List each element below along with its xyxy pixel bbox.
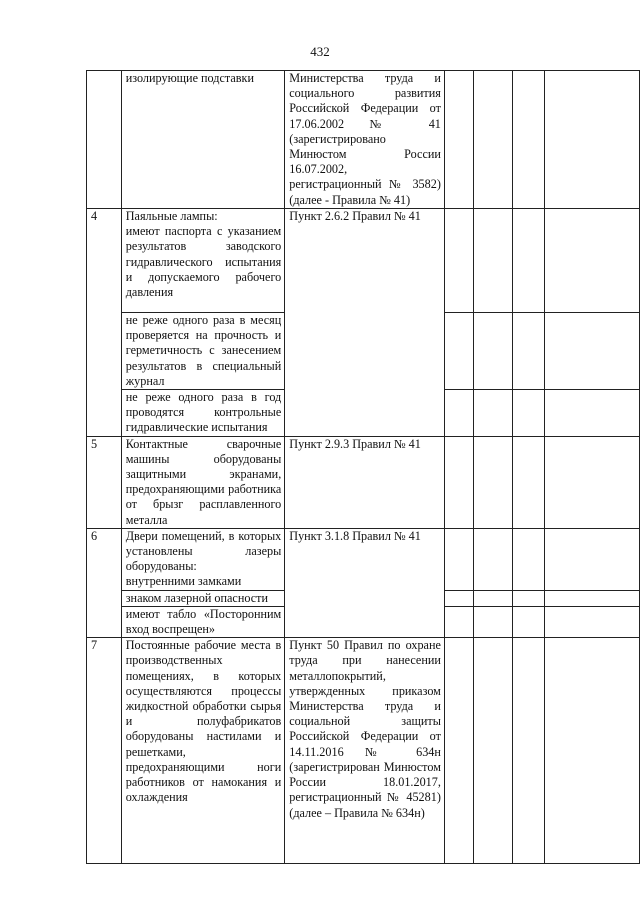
reference-text: Пункт 3.1.8 Правил № 41 xyxy=(289,528,421,543)
answer-yes-cell[interactable] xyxy=(444,638,473,864)
answer-no-cell[interactable] xyxy=(473,528,512,590)
answer-no-cell[interactable] xyxy=(473,313,512,390)
row-number: 4 xyxy=(87,209,122,437)
answer-no-cell[interactable] xyxy=(473,71,512,209)
reference-cell xyxy=(285,436,445,528)
answer-yes-cell[interactable] xyxy=(444,209,473,313)
reference-text: Пункт 50 Правил по охране труда при нанесении металлопокрытий, утвержденных приказом Министерства труда и социальной защиты Российской Федерации от 14.11.2016 № 634н (зарегистрирован Минюстом России 18.01.2017, регистрационный № 45281) (далее – Правила № 634н) xyxy=(289,638,441,820)
requirement-cell xyxy=(121,638,285,864)
answer-na-cell[interactable] xyxy=(512,590,545,606)
requirement-cell xyxy=(121,313,285,390)
table-row-7 xyxy=(87,638,640,864)
answer-no-cell[interactable] xyxy=(473,390,512,437)
requirement-text: Паяльные лампы: имеют паспорта с указанием результатов заводского гидравлического испытания и допускаемого рабочего давления xyxy=(125,209,282,300)
answer-yes-cell[interactable] xyxy=(444,590,473,606)
notes-cell[interactable] xyxy=(545,71,640,209)
table-row-continuation xyxy=(87,71,640,209)
requirement-cell xyxy=(121,390,285,437)
answer-yes-cell[interactable] xyxy=(444,313,473,390)
answer-no-cell[interactable] xyxy=(473,590,512,606)
answer-na-cell[interactable] xyxy=(512,436,545,528)
answer-yes-cell[interactable] xyxy=(444,436,473,528)
notes-cell[interactable] xyxy=(545,436,640,528)
answer-na-cell[interactable] xyxy=(512,638,545,864)
requirement-text: имеют табло «Посторонним вход воспрещен» xyxy=(125,606,282,637)
table-row-5 xyxy=(87,436,640,528)
requirement-text: Постоянные рабочие места в производственных помещениях, в которых осуществляются процессы жидкостной обработки сырья и полуфабрикатов оборудованы настилами и решетками, предохраняющими ноги работников от намокания и охлаждения xyxy=(125,638,282,805)
requirement-text: Двери помещений, в которых установлены лазеры оборудованы: внутренними замками xyxy=(125,528,282,589)
answer-no-cell[interactable] xyxy=(473,436,512,528)
page-number: 432 xyxy=(310,44,330,59)
requirement-cell xyxy=(121,71,285,209)
answer-na-cell[interactable] xyxy=(512,390,545,437)
reference-text: Пункт 2.6.2 Правил № 41 xyxy=(289,209,421,223)
answer-na-cell[interactable] xyxy=(512,313,545,390)
notes-cell[interactable] xyxy=(545,590,640,606)
answer-no-cell[interactable] xyxy=(473,638,512,864)
table-row-4 xyxy=(87,209,640,313)
row-number xyxy=(87,71,122,209)
requirement-cell xyxy=(121,590,285,606)
requirement-cell xyxy=(121,606,285,637)
checklist-table xyxy=(86,70,640,864)
requirement-cell xyxy=(121,436,285,528)
requirement-cell xyxy=(121,209,285,313)
reference-cell xyxy=(285,209,445,437)
row-number: 7 xyxy=(87,638,122,864)
reference-cell xyxy=(285,71,445,209)
notes-cell[interactable] xyxy=(545,209,640,313)
row-number: 5 xyxy=(87,436,122,528)
answer-na-cell[interactable] xyxy=(512,528,545,590)
answer-na-cell[interactable] xyxy=(512,209,545,313)
requirement-text: изолирующие подставки xyxy=(125,71,254,85)
reference-cell xyxy=(285,528,445,637)
requirement-text: не реже одного раза в месяц проверяется на прочность и герметичность с занесением результатов в специальный журнал xyxy=(125,313,282,388)
notes-cell[interactable] xyxy=(545,638,640,864)
row-number: 6 xyxy=(87,528,122,637)
requirement-text: не реже одного раза в год проводятся контрольные гидравлические испытания xyxy=(125,390,282,435)
reference-text: Министерства труда и социального развития Российской Федерации от 17.06.2002 № 41 (зарегистрировано Минюстом России 16.07.2002, регистрационный № 3582) (далее - Правила № 41) xyxy=(289,71,441,207)
requirement-text: знаком лазерной опасности xyxy=(125,590,269,605)
requirement-cell xyxy=(121,528,285,590)
notes-cell[interactable] xyxy=(545,606,640,637)
requirement-text: Контактные сварочные машины оборудованы защитными экранами, предохраняющими работника от брызг расплавленного металла xyxy=(125,436,282,527)
answer-yes-cell[interactable] xyxy=(444,390,473,437)
answer-no-cell[interactable] xyxy=(473,209,512,313)
notes-cell[interactable] xyxy=(545,528,640,590)
answer-na-cell[interactable] xyxy=(512,606,545,637)
table-row-6 xyxy=(87,528,640,590)
notes-cell[interactable] xyxy=(545,313,640,390)
notes-cell[interactable] xyxy=(545,390,640,437)
answer-yes-cell[interactable] xyxy=(444,606,473,637)
answer-yes-cell[interactable] xyxy=(444,528,473,590)
answer-na-cell[interactable] xyxy=(512,71,545,209)
reference-cell xyxy=(285,638,445,864)
answer-yes-cell[interactable] xyxy=(444,71,473,209)
answer-no-cell[interactable] xyxy=(473,606,512,637)
reference-text: Пункт 2.9.3 Правил № 41 xyxy=(289,436,421,451)
